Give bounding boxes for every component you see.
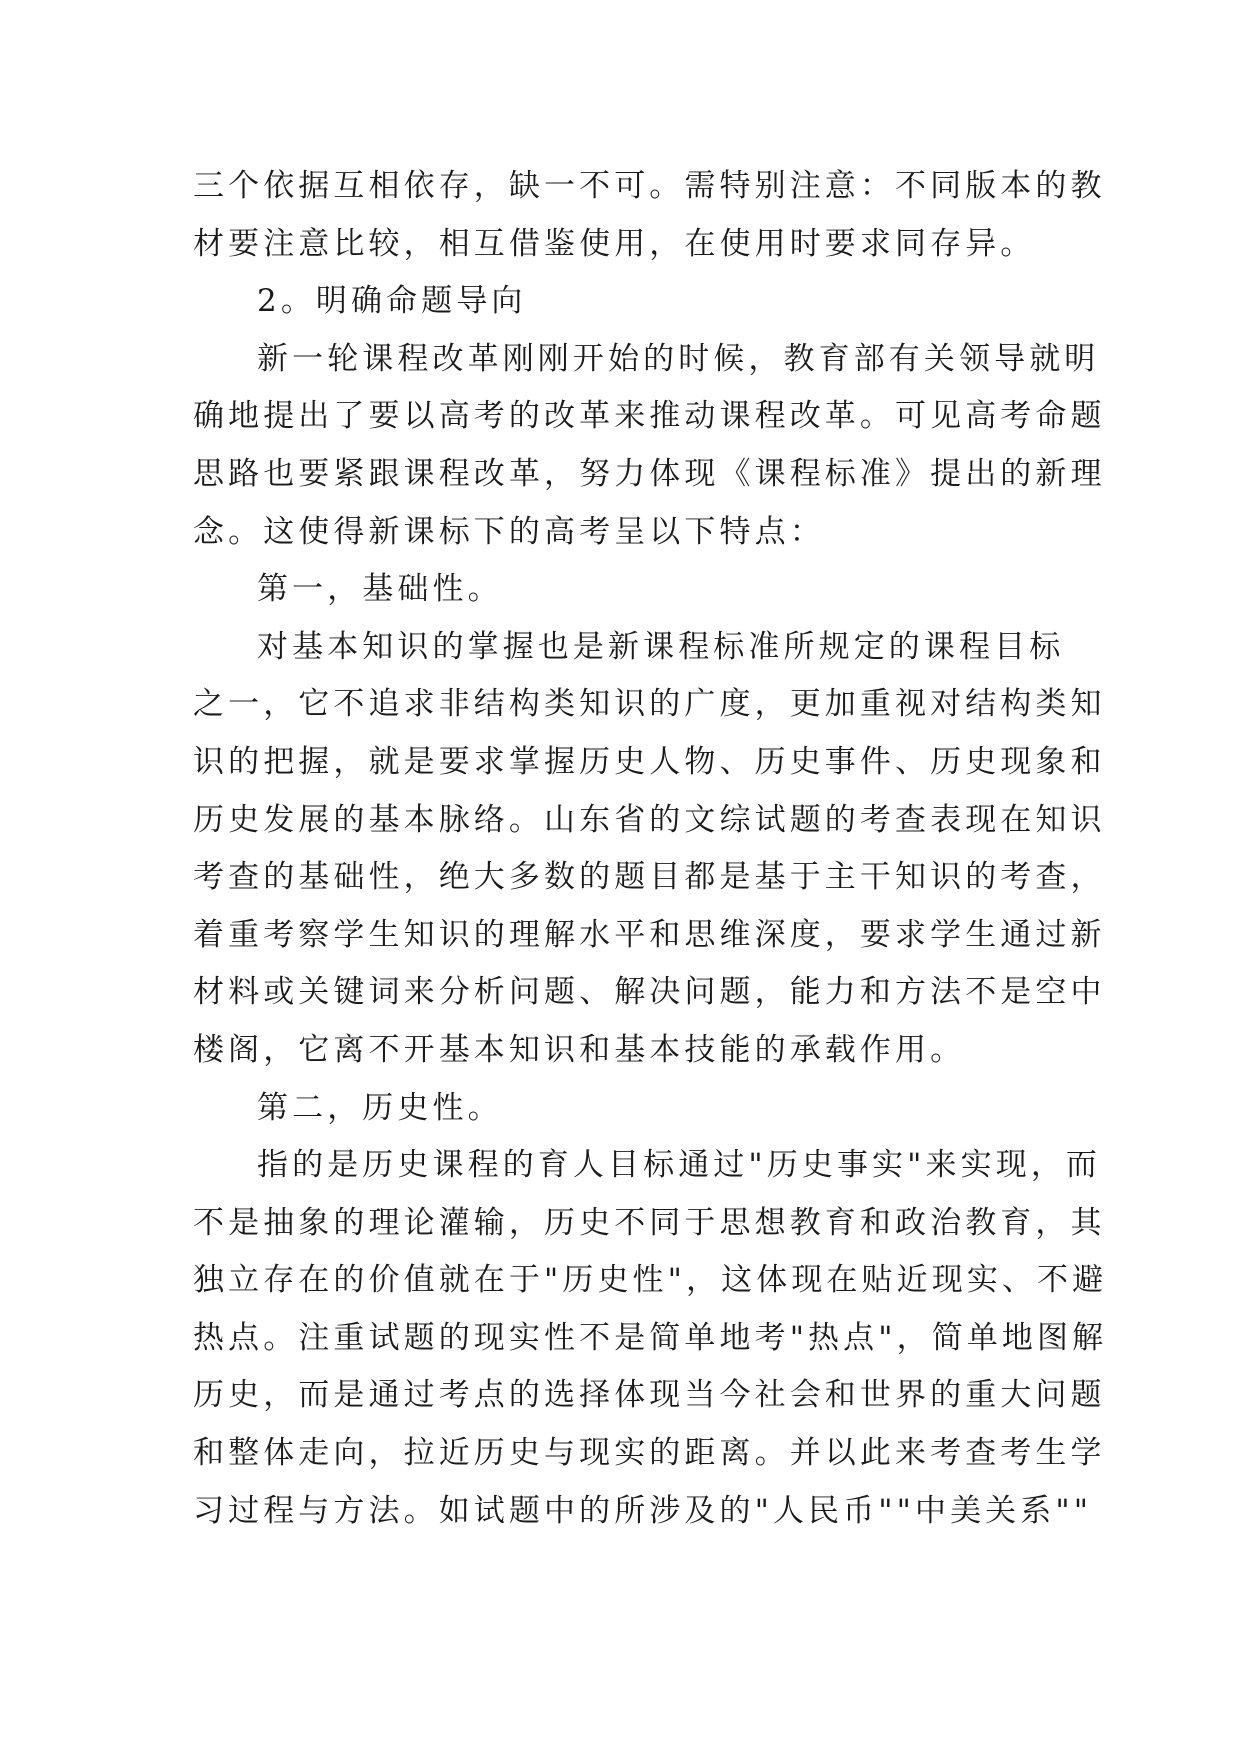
- text-line: 楼阁，它离不开基本知识和基本技能的承载作用。: [193, 1031, 966, 1068]
- text-line: 独立存在的价值就在于"历史性"，这体现在贴近现实、不避: [193, 1262, 1108, 1299]
- text-line: 对基本知识的掌握也是新课程标准所规定的课程目标: [257, 628, 1065, 665]
- text-line: 指的是历史课程的育人目标通过"历史事实"来实现，而: [257, 1147, 1102, 1184]
- text-line: 历史发展的基本脉络。山东省的文综试题的考查表现在知识: [193, 801, 1106, 838]
- text-line: 思路也要紧跟课程改革，努力体现《课程标准》提出的新理: [193, 455, 1106, 492]
- text-line: 识的把握，就是要求掌握历史人物、历史事件、历史现象和: [193, 743, 1106, 780]
- text-line: 和整体走向，拉近历史与现实的距离。并以此来考查考生学: [193, 1435, 1106, 1472]
- text-line: 着重考察学生知识的理解水平和思维深度，要求学生通过新: [193, 916, 1106, 953]
- text-line: 三个依据互相依存，缺一不可。需特别注意：不同版本的教: [193, 168, 1106, 204]
- text-line: 材料或关键词来分析问题、解决问题，能力和方法不是空中: [193, 974, 1106, 1011]
- text-line: 新一轮课程改革刚刚开始的时候，教育部有关领导就明: [257, 340, 1100, 377]
- text-line: 习过程与方法。如试题中的所涉及的"人民币""中美关系"": [193, 1492, 1093, 1529]
- section-heading: 2。明确命题导向: [257, 283, 527, 320]
- body-text: [193, 158, 1108, 1540]
- text-line: 历史，而是通过考点的选择体现当今社会和世界的重大问题: [193, 1377, 1106, 1414]
- text-line: 材要注意比较，相互借鉴使用，在使用时要求同存异。: [193, 225, 1036, 262]
- text-line: 之一，它不追求非结构类知识的广度，更加重视对结构类知: [193, 686, 1106, 723]
- subheading-first: 第一，基础性。: [257, 571, 503, 608]
- subheading-second: 第二，历史性。: [257, 1089, 503, 1126]
- text-line: 热点。注重试题的现实性不是简单地考"热点"，简单地图解: [193, 1319, 1108, 1356]
- text-line: 不是抽象的理论灌输，历史不同于思想教育和政治教育，其: [193, 1204, 1106, 1241]
- text-line: 念。这使得新课标下的高考呈以下特点：: [193, 513, 825, 550]
- text-line: 考查的基础性，绝大多数的题目都是基于主干知识的考查，: [193, 859, 1106, 896]
- text-line: 确地提出了要以高考的改革来推动课程改革。可见高考命题: [193, 398, 1106, 435]
